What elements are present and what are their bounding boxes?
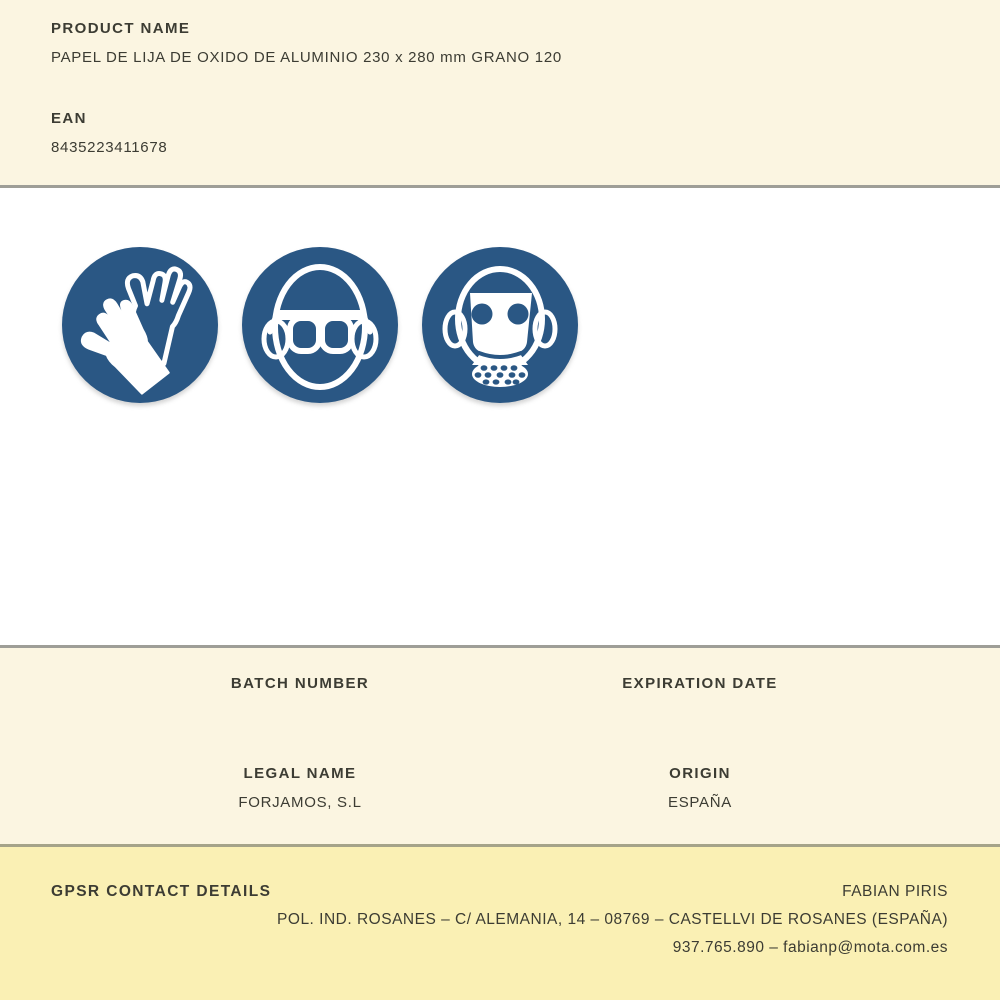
product-info-section xyxy=(0,0,1000,185)
details-section xyxy=(0,648,1000,844)
details-row-2 xyxy=(100,766,900,810)
ean-value: 8435223411678 xyxy=(51,139,168,156)
gpsr-contact-address: POL. IND. ROSANES – C/ ALEMANIA, 14 – 08769 – CASTELLVI DE ROSANES (ESPAÑA) xyxy=(277,911,948,928)
gpsr-contact-phone-email: 937.765.890 – fabianp@mota.com.es xyxy=(672,939,948,956)
ean-label: EAN xyxy=(51,110,87,127)
batch-number-label: BATCH NUMBER xyxy=(230,675,370,692)
gpsr-contact-header-row xyxy=(51,884,948,900)
expiration-date-label: EXPIRATION DATE xyxy=(622,675,778,692)
safety-icons-row xyxy=(62,247,1000,403)
wear-respiratory-protection-icon xyxy=(422,247,578,403)
batch-number-field xyxy=(100,676,500,705)
origin-value: ESPAÑA xyxy=(668,794,732,811)
gpsr-contact-heading: GPSR CONTACT DETAILS xyxy=(51,883,272,900)
gpsr-contact-person: FABIAN PIRIS xyxy=(842,883,948,900)
legal-name-label: LEGAL NAME xyxy=(243,765,357,782)
origin-field xyxy=(500,766,900,810)
wear-eye-protection-icon xyxy=(242,247,398,403)
legal-name-value: FORJAMOS, S.L xyxy=(238,794,362,811)
origin-label: ORIGIN xyxy=(669,765,731,782)
legal-name-field xyxy=(100,766,500,810)
expiration-date-field xyxy=(500,676,900,705)
wear-protective-gloves-icon xyxy=(62,247,218,403)
details-row-1 xyxy=(100,676,900,705)
product-name-value: PAPEL DE LIJA DE OXIDO DE ALUMINIO 230 x 280 mm GRANO 120 xyxy=(51,49,562,66)
product-name-label: PRODUCT NAME xyxy=(51,20,191,37)
safety-icons-section xyxy=(0,188,1000,645)
gpsr-contact-section xyxy=(0,847,1000,1000)
